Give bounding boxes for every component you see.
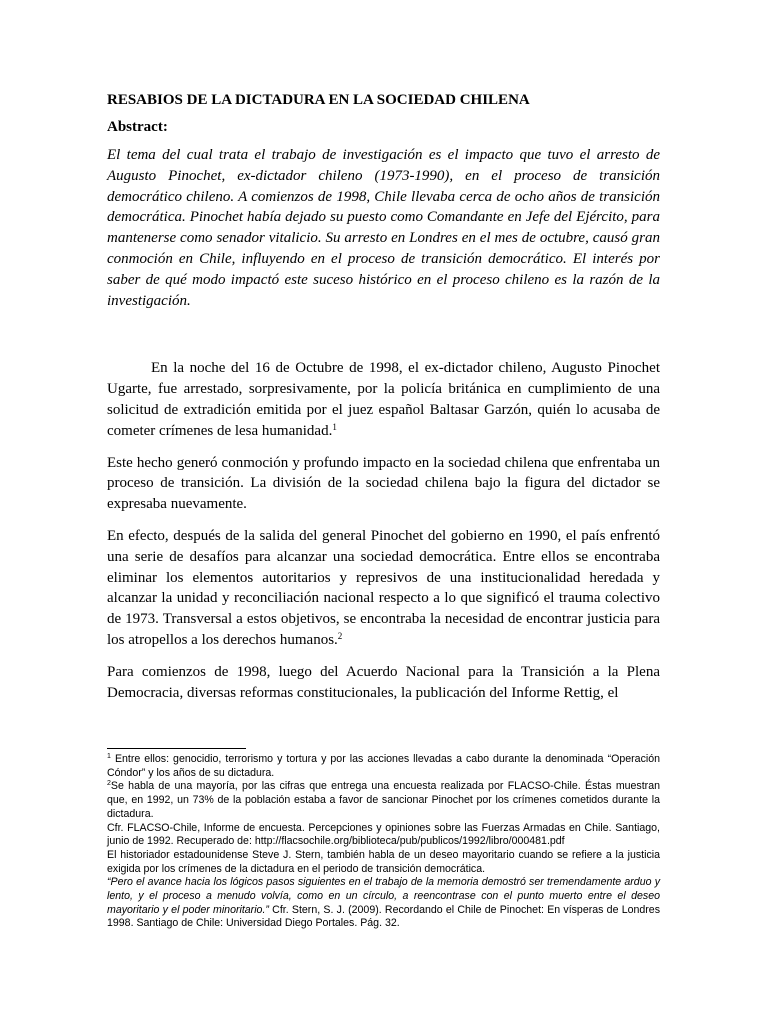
footnote-reference-2[interactable]: 2	[337, 630, 343, 641]
footnote-reference-1[interactable]: 1	[332, 421, 337, 432]
document-page	[107, 90, 660, 714]
paragraph-text: Para comienzos de 1998, luego del Acuerdo Nacional para la Transición a la Plena Democracia, diversas reformas constitucionales, la publicación del Informe Rettig, el	[107, 663, 660, 701]
abstract-heading: Abstract:	[107, 119, 168, 135]
body-paragraph-3	[107, 526, 660, 651]
abstract-text: El tema del cual trata el trabajo de investigación es el impacto que tuvo el arresto de Augusto Pinochet, ex-dictador chileno (1973-1990), en el proceso de transición democrático chileno. A comienzos de 1998, Chile llevaba cerca de ocho años de transición democrática. Pinochet había dejado su puesto como Comandante en Jefe del Ejército, para mantenerse como senador vitalicio. Su arresto en Londres en el mes de octubre, causó gran conmoción en Chile, influyendo en el proceso de transición democrático. El interés por saber de qué modo impactó este suceso histórico en el proceso chileno es la razón de la investigación.	[107, 147, 660, 309]
footnote-2-citation: Cfr. FLACSO-Chile, Informe de encuesta. Percepciones y opiniones sobre las Fuerzas Armadas en Chile. Santiago, junio de 1992. Recuperado de: http://flacsochile.org/biblioteca/pub/publicos/1992/libro/000481.pdf	[107, 821, 660, 848]
footnote-2-quote	[107, 876, 660, 931]
footnote-separator	[107, 748, 246, 749]
body-paragraph-1	[107, 358, 660, 441]
paragraph-text: En efecto, después de la salida del general Pinochet del gobierno en 1990, el país enfrentó una serie de desafíos para alcanzar una sociedad democrática. Entre ellos se encontraba eliminar los elementos autoritarios y represivos de una institucionalidad heredada y alcanzar la unidad y reconciliación nacional respecto a lo que significó el trauma colectivo de 1973. Transversal a estos objetivos, se encontraba la necesidad de encontrar justicia para los atropellos a los derechos humanos.	[107, 527, 660, 648]
paragraph-text: En la noche del 16 de Octubre de 1998, el ex-dictador chileno, Augusto Pinochet Ugarte, fue arrestado, sorpresivamente, por la policía británica en cumplimiento de una solicitud de extradición emitida por el juez español Baltasar Garzón, quién lo acusaba de cometer crímenes de lesa humanidad.	[107, 360, 660, 439]
footnote-text: Se habla de una mayoría, por las cifras que entrega una encuesta realizada por FLACSO-Chile. Éstas muestran que, en 1992, un 73% de la población estaba a favor de sancionar Pinochet por los crímenes cometidos durante la dictadura.	[107, 780, 660, 820]
footnote-2-stern-note: El historiador estadounidense Steve J. Stern, también habla de un deseo mayoritario cuando se refiere a la justicia exigida por los crímenes de la dictadura en el periodo de transición democrática.	[107, 848, 660, 875]
footnote-reference-text: Cfr. Stern, S. J. (2009). Recordando el Chile de Pinochet: En vísperas de Londres 1998. Santiago de Chile: Universidad Diego Portales. Pág. 32.	[107, 903, 660, 930]
body-paragraph-2	[107, 453, 660, 515]
paragraph-text: Este hecho generó conmoción y profundo impacto en la sociedad chilena que enfrentaba un proceso de transición. La división de la sociedad chilena bajo la figura del dictador se expresaba nuevamente.	[107, 454, 660, 513]
footnote-2	[107, 780, 660, 821]
footnote-1	[107, 753, 660, 780]
footnotes-section	[107, 748, 660, 931]
body-paragraph-4	[107, 662, 660, 704]
footnote-mark-1: 1	[107, 753, 111, 760]
footnote-mark-2: 2	[107, 780, 111, 788]
document-title: RESABIOS DE LA DICTADURA EN LA SOCIEDAD CHILENA	[107, 92, 530, 108]
footnote-text: Entre ellos: genocidio, terrorismo y tortura y por las acciones llevadas a cabo durante la denominada “Operación Cóndor” y los años de su dictadura.	[107, 753, 660, 779]
footnote-quote-text: “Pero el avance hacia los lógicos pasos siguientes en el trabajo de la memoria demostró ser tremendamente arduo y lento, y el proceso a menudo volvía, como en un círculo, a reencontrase con el punto muerto entre el deseo mayoritario y el poder minoritario.”	[107, 876, 660, 916]
